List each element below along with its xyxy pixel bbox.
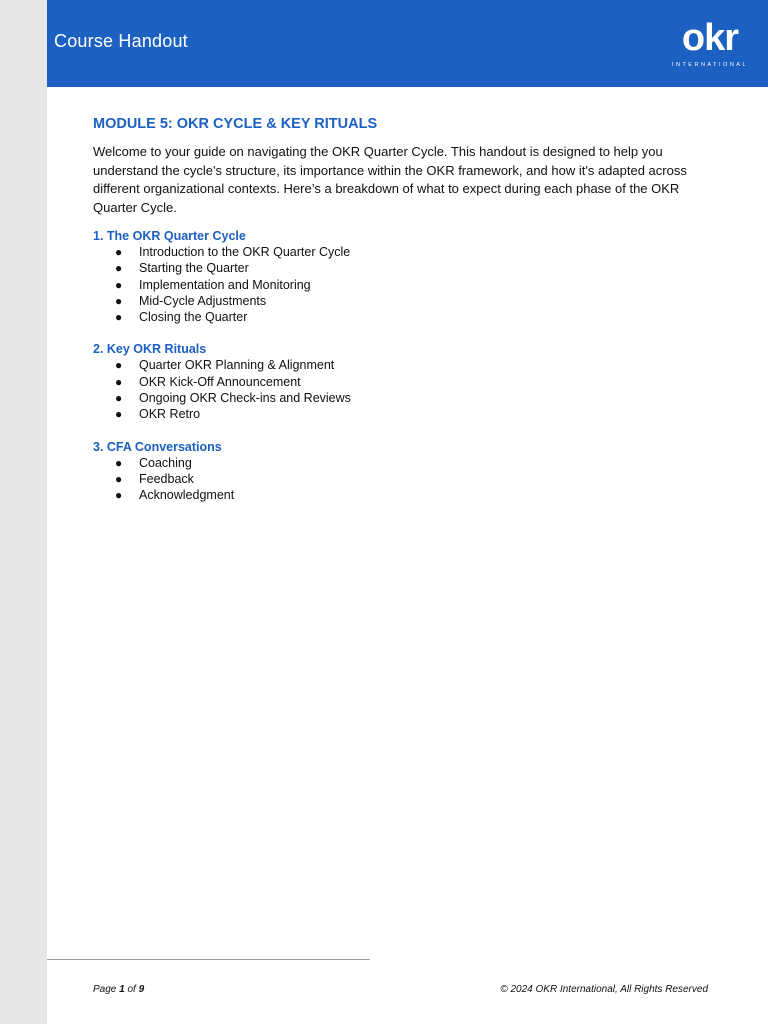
section-heading: 1. The OKR Quarter Cycle [93, 229, 246, 243]
list-item [93, 390, 703, 406]
list-item [93, 487, 703, 503]
document-body [93, 116, 703, 520]
footer-divider [47, 959, 370, 960]
intro-paragraph: Welcome to your guide on navigating the OKR Quarter Cycle. This handout is designed to help you understand the cycle's structure, its importance within the OKR framework, and how it's adapted across different organizational contexts. Here’s a breakdown of what to expect during each phase of the OKR Quarter Cycle. [93, 144, 687, 215]
bullet-icon: ● [115, 471, 123, 486]
page-of: of [124, 984, 139, 995]
bullet-icon: ● [115, 488, 123, 503]
copyright-notice: © 2024 OKR International, All Rights Reserved [500, 984, 708, 995]
list-item-text: Quarter OKR Planning & Alignment [139, 358, 335, 373]
page-prefix: Page [93, 984, 120, 995]
list-item-text: Mid-Cycle Adjustments [139, 293, 267, 308]
bullet-list [93, 455, 703, 504]
section-heading: 3. CFA Conversations [93, 439, 222, 454]
section-key-okr-rituals [93, 341, 703, 422]
list-item [93, 260, 703, 276]
list-item-text: OKR Kick-Off Announcement [139, 374, 301, 389]
list-item [93, 244, 703, 260]
logo-subtext: INTERNATIONAL [671, 62, 749, 68]
bullet-icon: ● [115, 391, 123, 406]
bullet-icon: ● [115, 407, 123, 422]
bullet-list [93, 244, 703, 325]
list-item [93, 374, 703, 390]
logo-wordmark: okr [681, 17, 739, 59]
list-item-text: Coaching [139, 455, 192, 470]
header-banner [47, 0, 768, 87]
okr-logo [668, 17, 752, 72]
list-item-text: Feedback [139, 471, 194, 486]
page-number [93, 984, 144, 995]
module-title: MODULE 5: OKR CYCLE & KEY RITUALS [93, 116, 378, 132]
list-item [93, 309, 703, 325]
section-okr-quarter-cycle [93, 228, 703, 325]
list-item-text: Acknowledgment [139, 488, 235, 503]
list-item-text: OKR Retro [139, 407, 201, 422]
bullet-icon: ● [115, 293, 123, 308]
page-total: 9 [138, 984, 145, 995]
list-item [93, 471, 703, 487]
bullet-list [93, 357, 703, 422]
list-item-text: Implementation and Monitoring [139, 277, 311, 292]
bullet-icon: ● [115, 245, 123, 259]
list-item [93, 357, 703, 373]
page-current: 1 [119, 984, 125, 995]
bullet-icon: ● [115, 310, 123, 325]
bullet-icon: ● [115, 358, 123, 373]
list-item [93, 406, 703, 422]
header-title: Course Handout [54, 31, 188, 51]
list-item [93, 455, 703, 471]
list-item [93, 277, 703, 293]
bullet-icon: ● [115, 277, 123, 292]
list-item-text: Closing the Quarter [139, 310, 248, 325]
section-heading: 2. Key OKR Rituals [93, 342, 207, 357]
bullet-icon: ● [115, 374, 123, 389]
section-cfa-conversations [93, 439, 703, 504]
list-item-text: Ongoing OKR Check-ins and Reviews [139, 391, 351, 406]
list-item-text: Introduction to the OKR Quarter Cycle [139, 245, 351, 259]
list-item-text: Starting the Quarter [139, 261, 249, 276]
page-margin-rail [0, 0, 47, 1024]
bullet-icon: ● [115, 455, 123, 470]
list-item [93, 293, 703, 309]
bullet-icon: ● [115, 261, 123, 276]
